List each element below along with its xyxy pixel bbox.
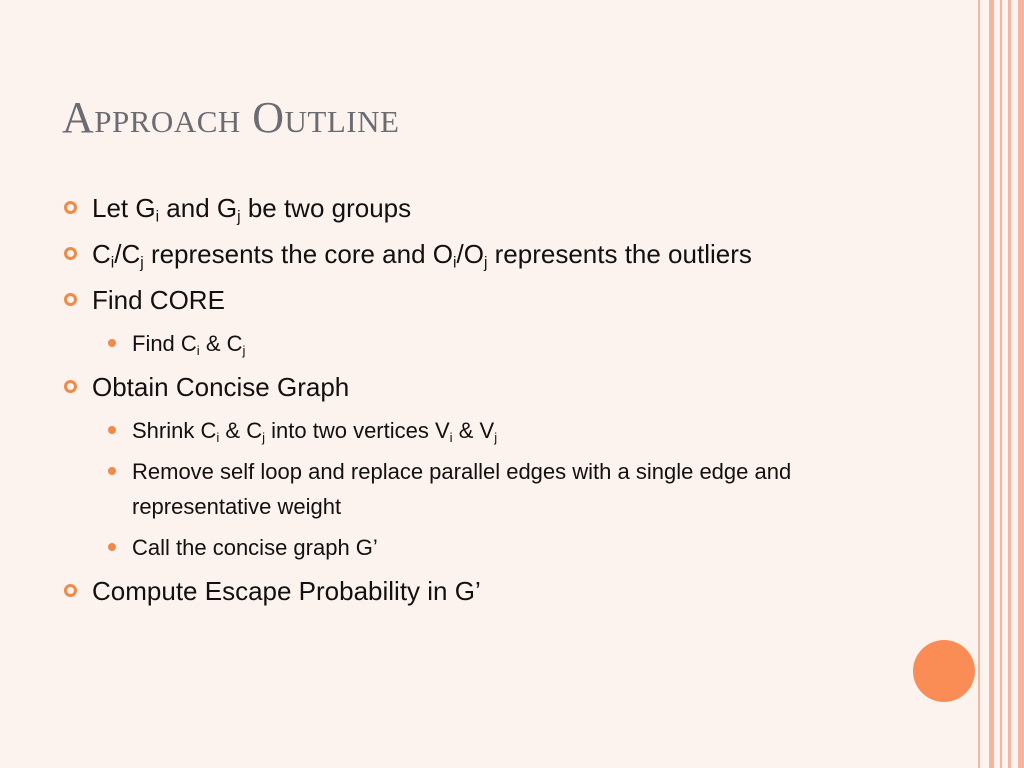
ring-bullet-icon	[64, 584, 77, 597]
bullet-text: Obtain Concise Graph	[92, 372, 350, 402]
decorative-circle	[913, 640, 975, 702]
bullet-list	[64, 188, 834, 617]
decorative-stripe	[1000, 0, 1002, 768]
ring-bullet-icon	[64, 293, 77, 306]
dot-bullet-icon	[108, 426, 116, 434]
dot-bullet-icon	[108, 339, 116, 347]
sub-bullet-text: Shrink $C_i$ & $C_j$ into two vertices $V_i$ & $V_j$	[132, 418, 498, 445]
bullet-item	[64, 367, 834, 407]
dot-bullet-icon	[108, 467, 116, 475]
ring-bullet-icon	[64, 247, 77, 260]
sub-bullet-text: Remove self loop and replace parallel edges with a single edge and representative weight	[132, 459, 792, 519]
dot-bullet-icon	[108, 543, 116, 551]
slide-title: Approach Outline	[62, 93, 400, 142]
sub-bullet-item	[64, 326, 834, 361]
decorative-stripe	[1008, 0, 1011, 768]
sub-bullet-item	[64, 454, 834, 524]
bullet-item	[64, 571, 834, 611]
sub-bullet-text: Call the concise graph G’	[132, 535, 378, 560]
decorative-stripe	[1018, 0, 1024, 768]
decorative-stripe	[989, 0, 994, 768]
bullet-item	[64, 234, 834, 274]
decorative-stripe	[978, 0, 980, 768]
bullet-text: $C_i/C_j$ represents the core and $O_i/O_j$ represents the outliers	[92, 239, 752, 272]
sub-bullet-item	[64, 413, 834, 448]
ring-bullet-icon	[64, 380, 77, 393]
ring-bullet-icon	[64, 201, 77, 214]
sub-bullet-text: Find $C_i$ & $C_j$	[132, 331, 246, 358]
bullet-text: Find CORE	[92, 285, 225, 315]
bullet-item	[64, 188, 834, 228]
bullet-text: Compute Escape Probability in G’	[92, 576, 481, 606]
sub-bullet-item	[64, 530, 834, 565]
bullet-item	[64, 280, 834, 320]
bullet-text: Let $G_i$ and $G_j$ be two groups	[92, 193, 412, 226]
